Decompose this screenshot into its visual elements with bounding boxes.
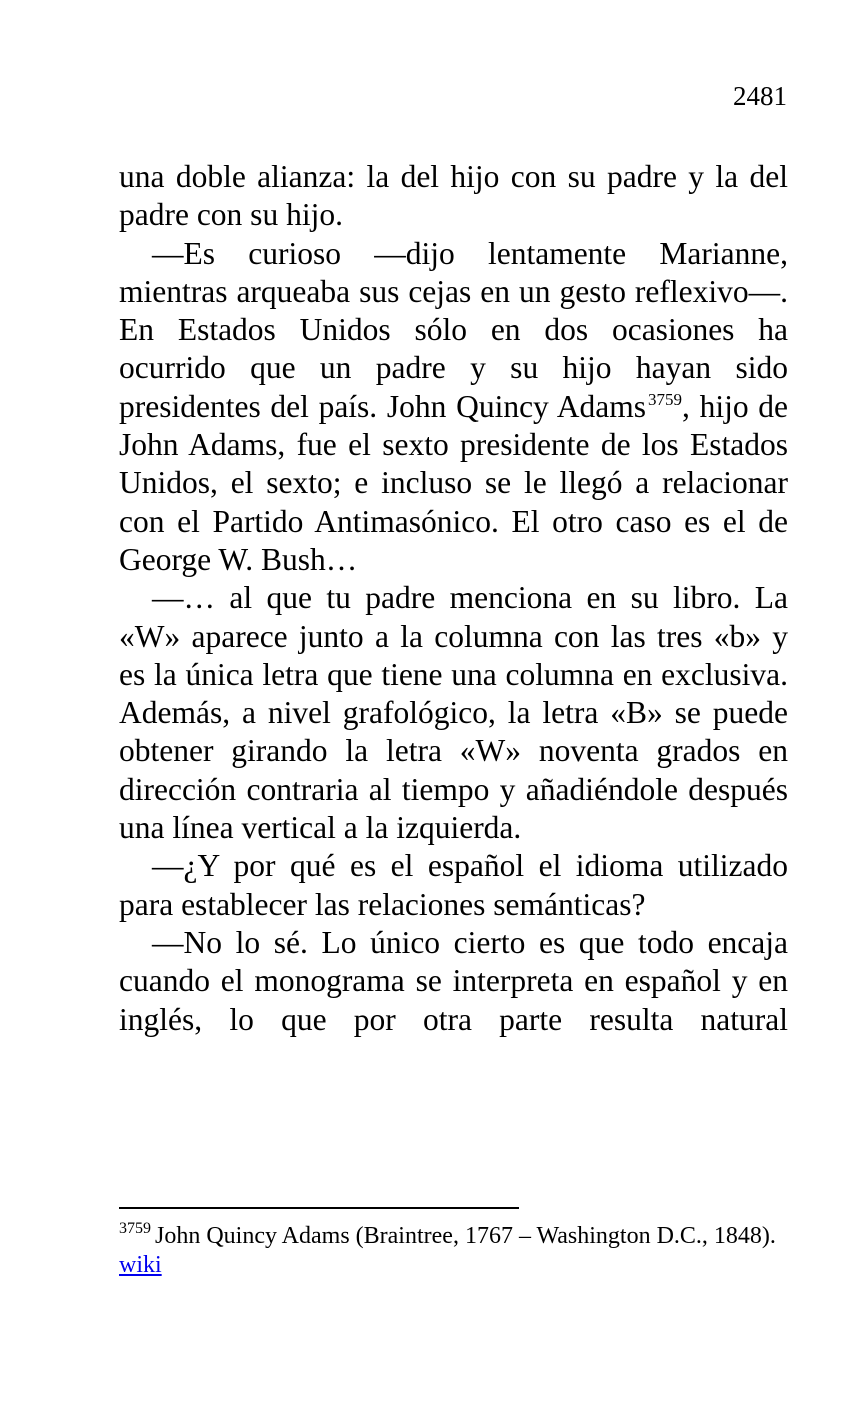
paragraph-1: una doble alianza: la del hijo con su padre y la del padre con su hijo. [119,159,788,233]
paragraph-2-text-after: , hijo de John Adams, fue el sexto presidente de los Estados Unidos, el sexto; e incluso se le llegó a relacionar con el Partido Antimasónico. El otro caso es el de George W. Bush… [119,388,788,577]
paragraph-5: —No lo sé. Lo único cierto es que todo encaja cuando el monograma se interpreta en español y en inglés, lo que por otra parte resulta natural [119,924,788,1037]
footnote-reference[interactable]: 3759 [648,389,682,409]
footnote-text: John Quincy Adams (Braintree, 1767 – Washington D.C., 1848). [155,1223,776,1249]
wiki-link[interactable]: wiki [119,1252,162,1278]
paragraph-2 [119,235,788,580]
paragraph-4: —¿Y por qué es el español el idioma utilizado para establecer las relaciones semánticas? [119,848,788,922]
footnote-text-line [119,1222,788,1251]
footnote-divider [119,1207,519,1209]
paragraph-3: —… al que tu padre menciona en su libro. La «W» aparece junto a la columna con las tres «b» y es la única letra que tiene una columna en exclusiva. Además, a nivel grafológico, la letra «B» se puede obtener girando la letra «W» noventa grados en dirección contraria al tiempo y añadiéndole después una línea vertical a la izquierda. [119,580,788,846]
page-number: 2481 [733,81,787,111]
footnote-link-line [119,1251,788,1280]
footnote-number: 3759 [119,1220,151,1237]
body-text [119,158,788,1039]
footnote [119,1222,788,1280]
paragraph-2-text-before: —Es curioso —dijo lentamente Marianne, mientras arqueaba sus cejas en un gesto reflexivo—. En Estados Unidos sólo en dos ocasiones ha ocurrido que un padre y su hijo hayan sido presidentes del país. John Quincy Adams [119,235,788,424]
